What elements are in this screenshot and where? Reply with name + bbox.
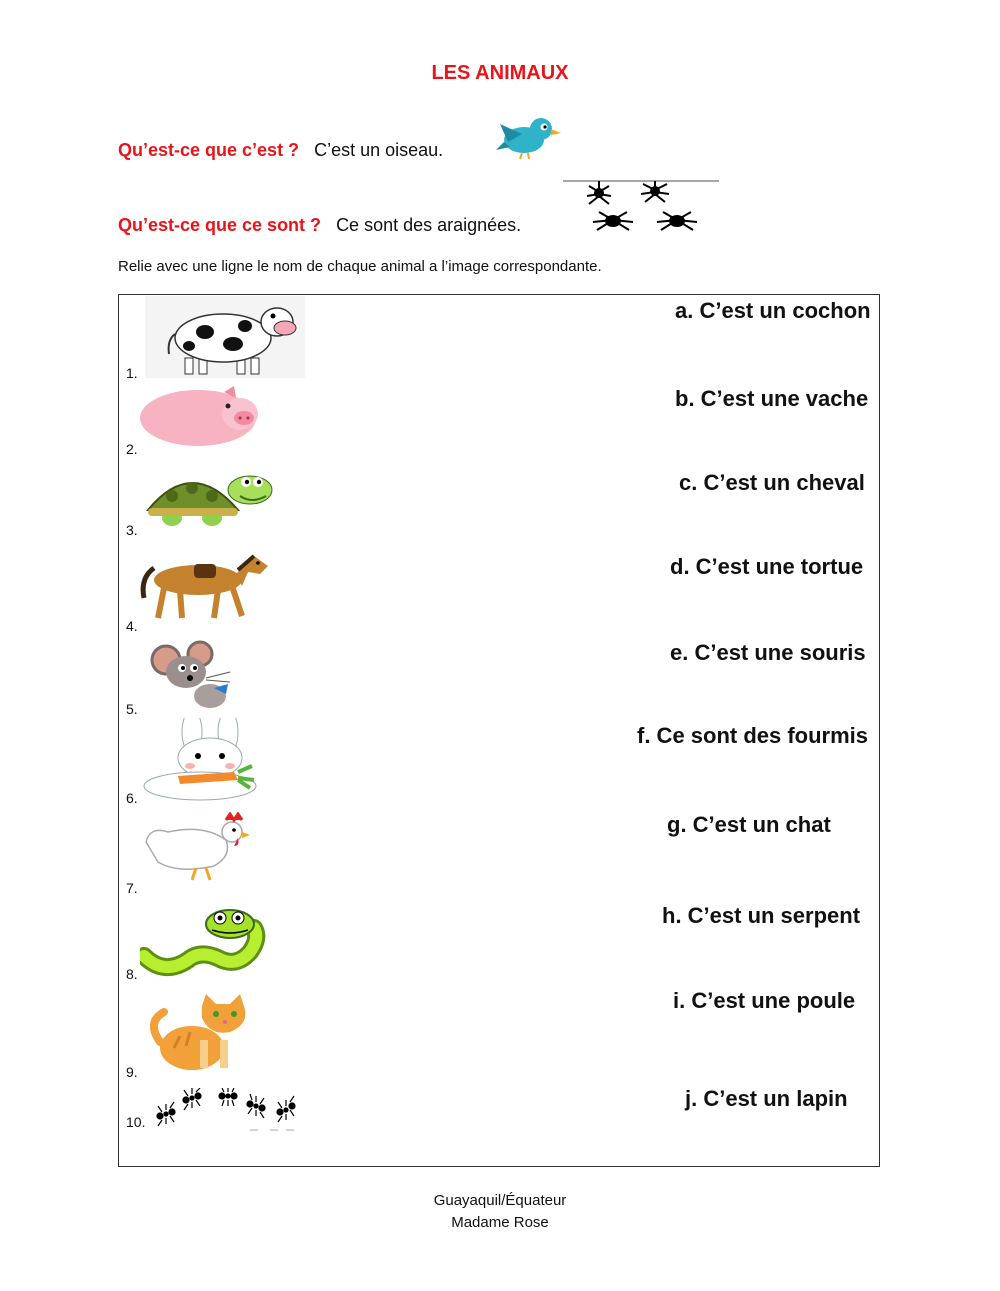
cat-icon — [150, 992, 258, 1072]
question-1: Qu’est-ce que c’est ? — [118, 140, 300, 160]
footer-author: Madame Rose — [451, 1214, 549, 1231]
hen-icon — [140, 812, 252, 884]
image-number-7: 7. — [126, 880, 138, 896]
image-number-6: 6. — [126, 790, 138, 806]
turtle-icon — [142, 466, 276, 530]
option-a: a. C’est un cochon — [675, 298, 871, 323]
option-f: f. Ce sont des fourmis — [637, 723, 869, 748]
bird-icon — [494, 112, 562, 160]
footer-location: Guayaquil/Équateur — [433, 1192, 567, 1209]
option-i: i. C’est une poule — [673, 988, 856, 1013]
page-title: LES ANIMAUX — [431, 62, 569, 84]
answer-2: Ce sont des araignées. — [336, 215, 522, 235]
ants-icon — [150, 1088, 300, 1132]
horse-icon — [140, 552, 280, 622]
pig-icon — [140, 384, 264, 448]
option-e: e. C’est une souris — [670, 640, 866, 665]
image-number-2: 2. — [126, 441, 138, 457]
rabbit-icon — [140, 718, 268, 802]
image-number-5: 5. — [126, 701, 138, 717]
image-number-1: 1. — [126, 365, 138, 381]
option-b: b. C’est une vache — [675, 386, 869, 411]
cow-icon — [145, 296, 305, 378]
option-g: g. C’est un chat — [667, 812, 831, 837]
instruction: Relie avec une ligne le nom de chaque animal a l’image correspondante. — [118, 258, 602, 275]
option-c: c. C’est un cheval — [679, 470, 865, 495]
option-d: d. C’est une tortue — [670, 554, 864, 579]
option-j: j. C’est un lapin — [685, 1086, 848, 1111]
image-number-4: 4. — [126, 618, 138, 634]
option-h: h. C’est un serpent — [662, 903, 861, 928]
answer-1: C’est un oiseau. — [314, 140, 444, 160]
question-1-row — [118, 140, 443, 161]
snake-icon — [140, 908, 274, 978]
image-number-3: 3. — [126, 522, 138, 538]
image-number-8: 8. — [126, 966, 138, 982]
question-2-row — [118, 215, 521, 236]
image-number-10: 10. — [126, 1114, 146, 1130]
question-2: Qu’est-ce que ce sont ? — [118, 215, 322, 235]
mouse-icon — [150, 640, 242, 710]
spiders-icon — [563, 178, 719, 234]
image-number-9: 9. — [126, 1064, 138, 1080]
